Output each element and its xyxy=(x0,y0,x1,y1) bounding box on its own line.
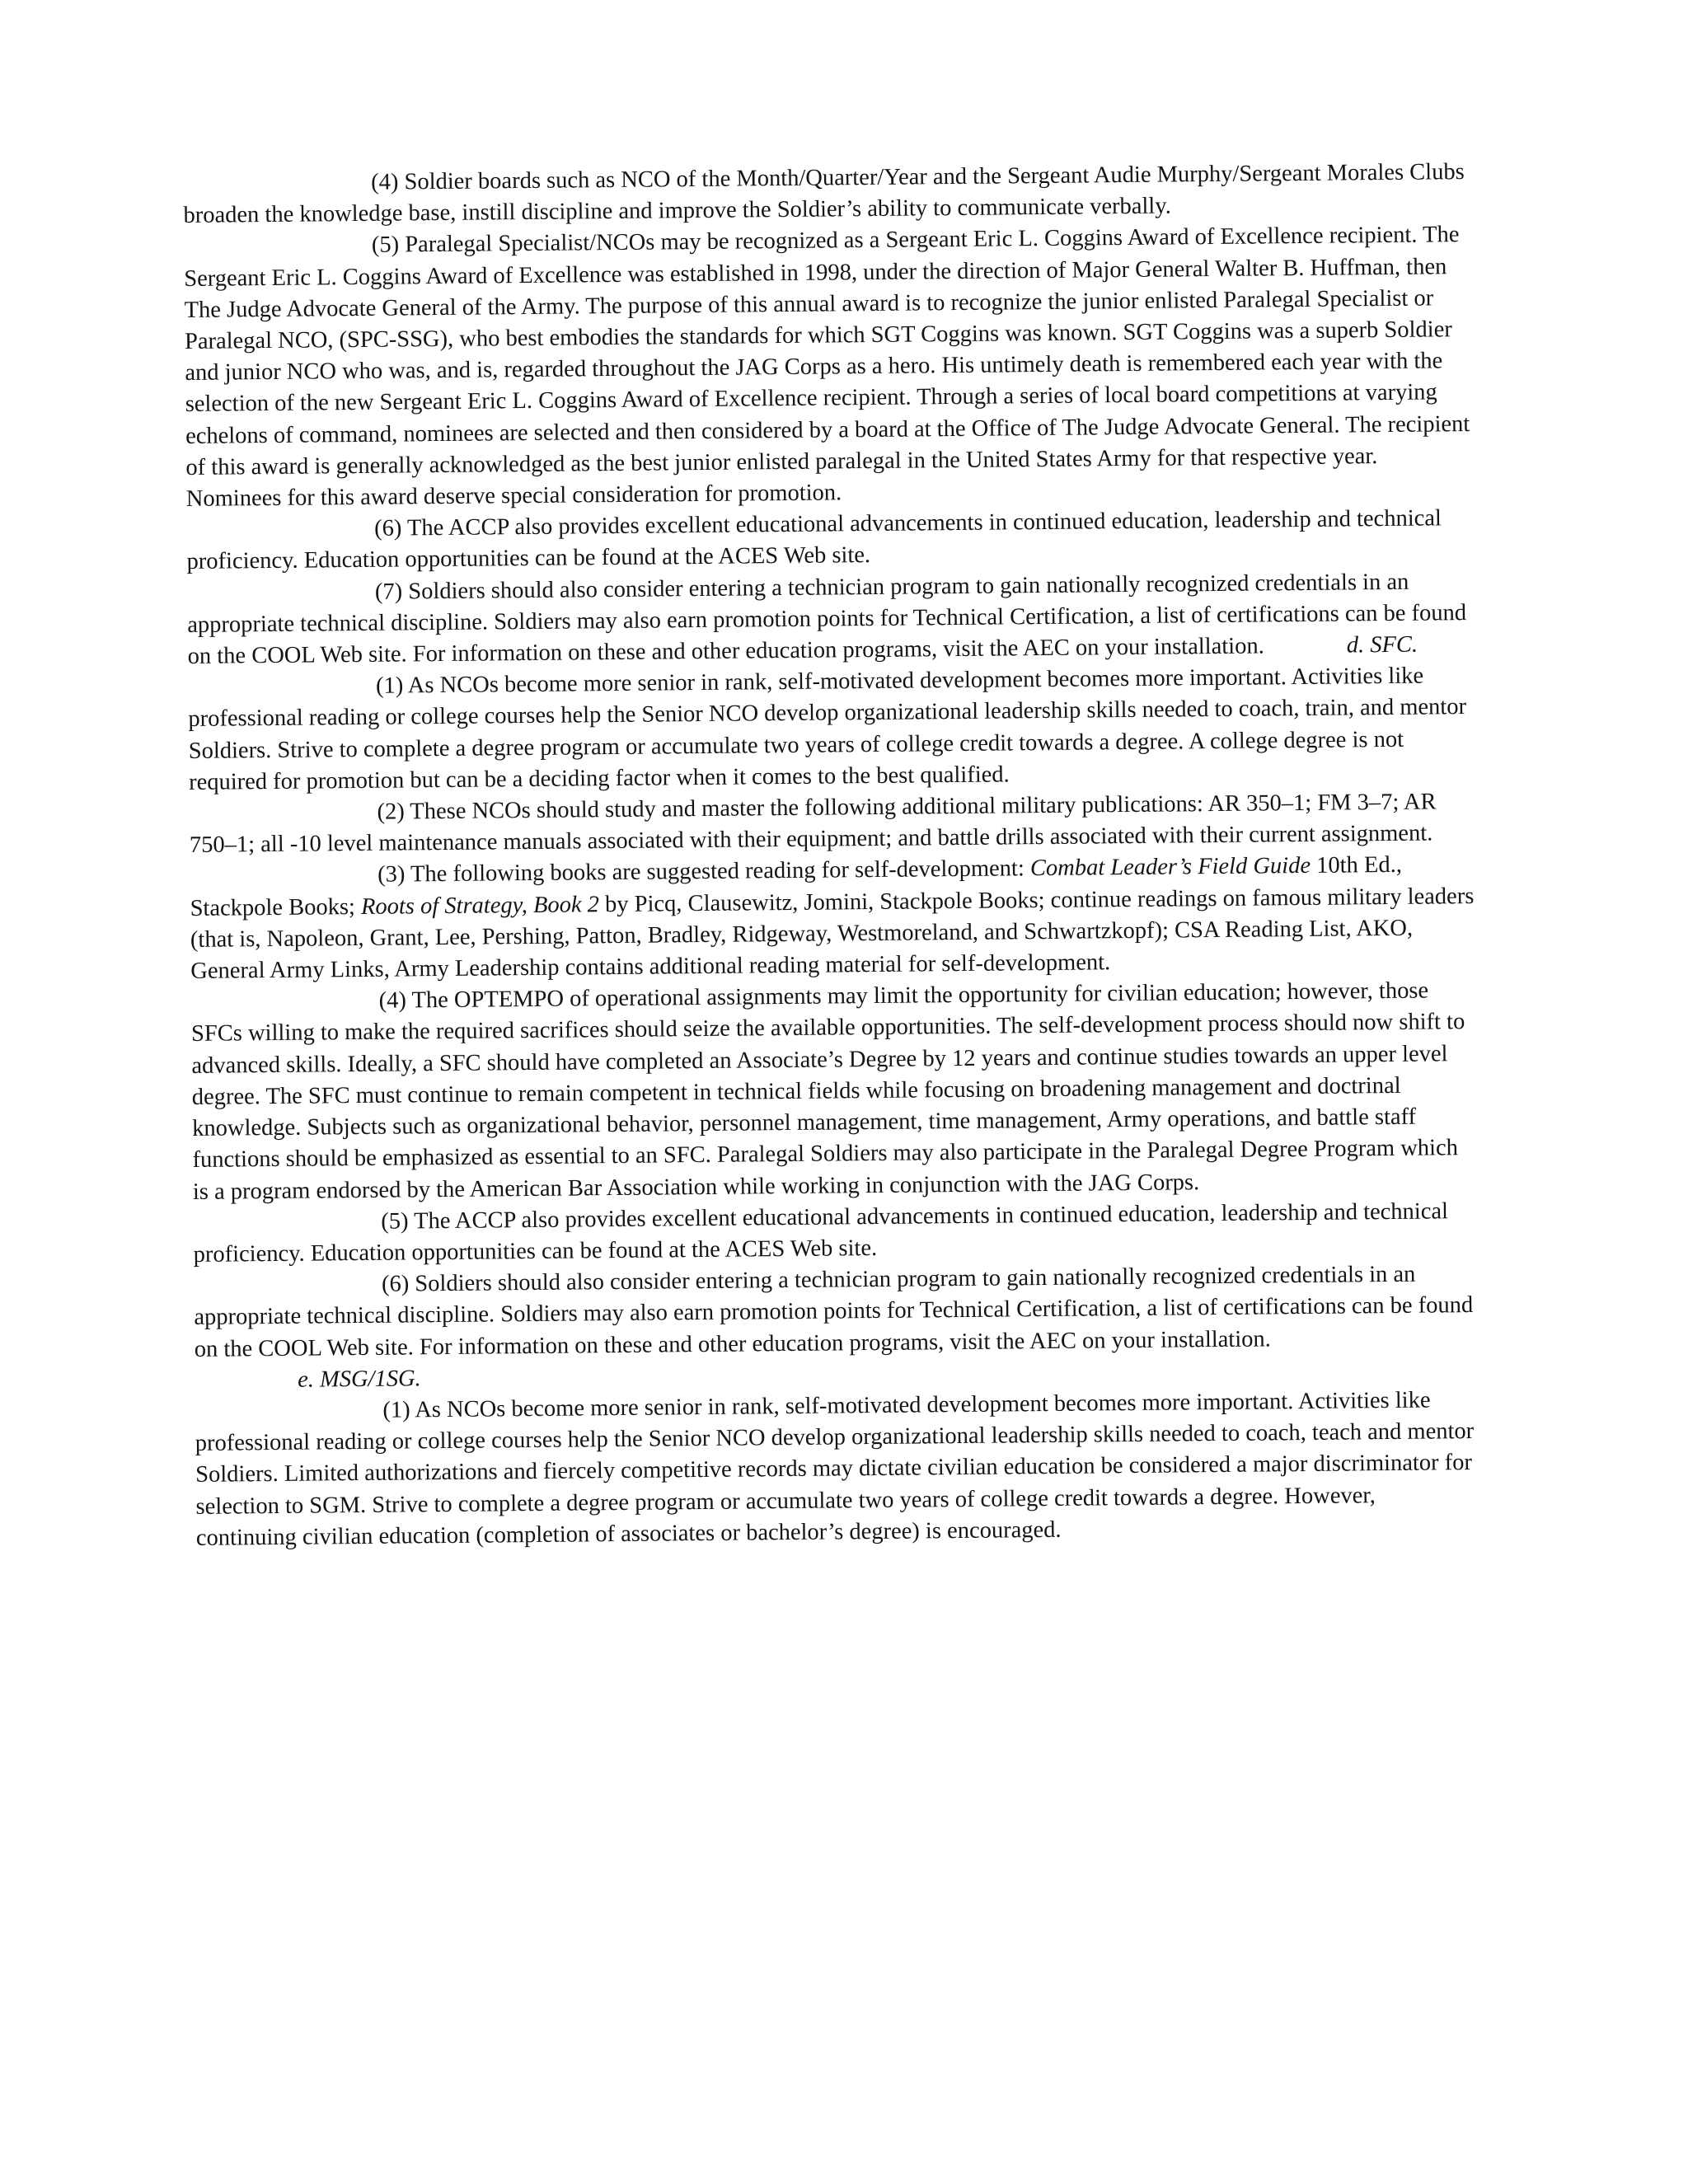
book-title-combat-leader: Combat Leader’s Field Guide xyxy=(1029,853,1311,882)
reading-mid: 10th Ed., Stackpole Books; xyxy=(190,852,1403,921)
reading-lead: (3) The following books are suggested reading for self-development: xyxy=(377,855,1031,888)
reading-tail: by Picq, Clausewitz, Jomini, Stackpole Books; continue readings on famous military leaders (that is, Napoleon, Grant, Lee, Pershing, Patton, Bradley, Ridgeway, Westmoreland, and Schwartzkopf); CSA Reading List, AKO, General Army Links, Army Leadership contains additional reading material for self-development. xyxy=(190,883,1475,985)
paragraph-6-accp: (6) The ACCP also provides excellent educational advancements in continued education, leadership and technical proficiency. Education opportunities can be found at the ACES Web site. xyxy=(186,505,1442,575)
section-heading-msg-1sg: e. MSG/1SG. xyxy=(297,1366,421,1393)
document-body xyxy=(183,157,1482,1554)
paragraph-4-soldier-boards: (4) Soldier boards such as NCO of the Month/Quarter/Year and the Sergeant Audie Murphy/Sergeant Morales Clubs broaden the knowledge base, instill discipline and improve the Soldier’s ability to communicate verbally. xyxy=(183,159,1465,229)
paragraph-sfc-5-accp: (5) The ACCP also provides excellent educational advancements in continued education, leadership and technical proficiency. Education opportunities can be found at the ACES Web site. xyxy=(193,1198,1449,1268)
section-heading-sfc: d. SFC. xyxy=(1346,631,1418,658)
paragraph-sfc-2: (2) These NCOs should study and master the following additional military publications: AR 350–1; FM 3–7; AR 750–1; all -10 level maintenance manuals associated with their equipment; and battle drills associated with their current assignment. xyxy=(189,789,1437,859)
paragraph-msg-1: (1) As NCOs become more senior in rank, self-motivated development becomes more important. Activities like professional reading or college courses help the Senior NCO develop organizational leadership skills needed to coach, teach and mentor Soldiers. Limited authorizations and fiercely competitive records may dictate civilian education be considered a major discriminator for selection to SGM. Strive to complete a degree program or accumulate two years of college credit towards a degree. However, continuing civilian education (completion of associates or bachelor’s degree) is encouraged. xyxy=(195,1387,1475,1551)
paragraph-sfc-1: (1) As NCOs become more senior in rank, self-motivated development becomes more important. Activities like professional reading or college courses help the Senior NCO develop organizational leadership skills needed to coach, train, and mentor Soldiers. Strive to complete a degree program or accumulate two years of college credit towards a degree. A college degree is not required for promotion but can be a deciding factor when it comes to the best qualified. xyxy=(188,663,1467,795)
paragraph-sfc-4-optempo: (4) The OPTEMPO of operational assignments may limit the opportunity for civilian education; however, those SFCs willing to make the required sacrifices should seize the available opportunities. The self-development process should now shift to advanced skills. Ideally, a SFC should have completed an Associate’s Degree by 12 years and continue studies towards an upper level degree. The SFC must continue to remain competent in technical fields while focusing on broadening management and doctrinal knowledge. Subjects such as organizational behavior, personnel management, time management, Army operations, and battle staff functions should be emphasized as essential to an SFC. Paralegal Soldiers may also participate in the Paralegal Degree Program which is a program endorsed by the American Bar Association while working in conjunction with the JAG Corps. xyxy=(190,977,1465,1205)
paragraph-sfc-6-technician: (6) Soldiers should also consider entering a technician program to gain nationally recognized credentials in an appropriate technical discipline. Soldiers may also earn promotion points for Technical Certification, a list of certifications can be found on the COOL Web site. For information on these and other education programs, visit the AEC on your installation. xyxy=(194,1261,1474,1362)
paragraph-7-technician-program xyxy=(187,566,1474,673)
book-title-roots-of-strategy: Roots of Strategy, Book 2 xyxy=(360,891,600,920)
paragraph-5-coggins-award: (5) Paralegal Specialist/NCOs may be recognized as a Sergeant Eric L. Coggins Award of Excellence recipient. The Sergeant Eric L. Coggins Award of Excellence was established in 1998, under the direction of Major General Walter B. Huffman, then The Judge Advocate General of the Army. The purpose of this annual award is to recognize the junior enlisted Paralegal Specialist or Paralegal NCO, (SPC-SSG), who best embodies the standards for which SGT Coggins was known. SGT Coggins was a superb Soldier and junior NCO who was, and is, regarded throughout the JAG Corps as a hero. His untimely death is remembered each year with the selection of the new Sergeant Eric L. Coggins Award of Excellence recipient. Through a series of local board competitions at varying echelons of command, nominees are selected and then considered by a board at the Office of The Judge Advocate General. The recipient of this award is generally acknowledged as the best junior enlisted paralegal in the United States Army for that respective year. Nominees for this award deserve special consideration for promotion. xyxy=(184,222,1470,513)
paragraph-sfc-3-reading xyxy=(190,849,1476,987)
paragraph-7-text: (7) Soldiers should also consider entering a technician program to gain nationally recognized credentials in an appropriate technical discipline. Soldiers may also earn promotion points for Technical Certification, a list of certifications can be found on the COOL Web site. For information on these and other education programs, visit the AEC on your installation. xyxy=(187,569,1467,670)
